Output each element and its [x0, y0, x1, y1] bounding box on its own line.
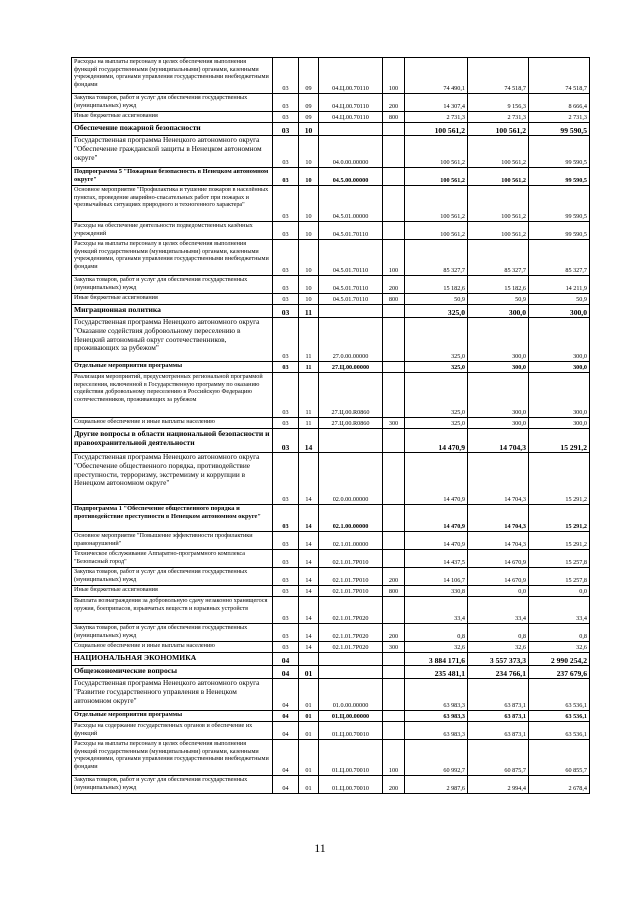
- amount-year-3: 63 536,1: [529, 711, 590, 722]
- subsection-code: 14: [299, 586, 319, 597]
- section-code: 03: [273, 362, 299, 373]
- row-description: Реализация мероприятий, предусмотренных региональной программой переселения, включенной в Государственную программу по оказанию содействия добровольному переселению в Российскую Федерацию соотечественников, проживающих за рубежом: [72, 373, 273, 418]
- expense-type-code: [383, 679, 405, 711]
- target-article-code: 04.Ц.00.70110: [319, 112, 383, 123]
- expense-type-code: 800: [383, 294, 405, 305]
- subsection-code: 10: [299, 222, 319, 240]
- table-row: [72, 666, 590, 679]
- table-row: [72, 222, 590, 240]
- amount-year-1: 100 561,2: [405, 222, 468, 240]
- subsection-code: 14: [299, 453, 319, 505]
- amount-year-3: 8 666,4: [529, 94, 590, 112]
- amount-year-2: 60 875,7: [468, 740, 529, 776]
- subsection-code: 14: [299, 550, 319, 568]
- subsection-code: 14: [299, 642, 319, 653]
- amount-year-2: 85 327,7: [468, 240, 529, 276]
- table-row: [72, 453, 590, 505]
- table-row: [72, 168, 590, 186]
- amount-year-3: 0,8: [529, 624, 590, 642]
- amount-year-3: 63 536,1: [529, 722, 590, 740]
- subsection-code: 11: [299, 362, 319, 373]
- row-description: Закупка товаров, работ и услуг для обеспечения государственных (муниципальных) нужд: [72, 94, 273, 112]
- section-code: 03: [273, 123, 299, 136]
- expense-type-code: 300: [383, 642, 405, 653]
- subsection-code: 01: [299, 776, 319, 794]
- subsection-code: 14: [299, 597, 319, 624]
- subsection-code: [299, 653, 319, 666]
- expense-type-code: [383, 429, 405, 453]
- amount-year-2: 300,0: [468, 362, 529, 373]
- amount-year-2: 32,6: [468, 642, 529, 653]
- amount-year-2: 2 994,4: [468, 776, 529, 794]
- subsection-code: 14: [299, 624, 319, 642]
- subsection-code: 01: [299, 722, 319, 740]
- row-description: Подпрограмма 5 "Пожарная безопасность в Ненецком автономном округе": [72, 168, 273, 186]
- section-code: 03: [273, 276, 299, 294]
- section-code: 03: [273, 186, 299, 222]
- target-article-code: [319, 305, 383, 318]
- target-article-code: 02.1.01.00000: [319, 532, 383, 550]
- section-code: 03: [273, 532, 299, 550]
- amount-year-2: 300,0: [468, 305, 529, 318]
- target-article-code: [319, 123, 383, 136]
- section-code: 03: [273, 168, 299, 186]
- section-code: 03: [273, 373, 299, 418]
- expense-type-code: [383, 666, 405, 679]
- table-row: [72, 550, 590, 568]
- target-article-code: 02.0.00.00000: [319, 453, 383, 505]
- amount-year-2: 100 561,2: [468, 186, 529, 222]
- expense-type-code: [383, 453, 405, 505]
- subsection-code: 09: [299, 94, 319, 112]
- subsection-code: 11: [299, 418, 319, 429]
- section-code: 04: [273, 776, 299, 794]
- expense-type-code: [383, 222, 405, 240]
- row-description: Закупка товаров, работ и услуг для обеспечения государственных (муниципальных) нужд: [72, 276, 273, 294]
- target-article-code: 04.5.01.70110: [319, 240, 383, 276]
- amount-year-3: 2 731,3: [529, 112, 590, 123]
- section-code: 03: [273, 453, 299, 505]
- target-article-code: 02.1.00.00000: [319, 505, 383, 532]
- row-description: Государственная программа Ненецкого автономного округа "Обеспечение гражданской защиты в Ненецком автономном округе": [72, 136, 273, 168]
- section-code: 03: [273, 624, 299, 642]
- section-code: 04: [273, 653, 299, 666]
- amount-year-1: 325,0: [405, 373, 468, 418]
- amount-year-2: 300,0: [468, 318, 529, 362]
- amount-year-1: 325,0: [405, 362, 468, 373]
- target-article-code: 04.Ц.00.70110: [319, 58, 383, 94]
- row-description: Иные бюджетные ассигнования: [72, 294, 273, 305]
- amount-year-3: 300,0: [529, 318, 590, 362]
- amount-year-1: 0,8: [405, 624, 468, 642]
- expense-type-code: 100: [383, 58, 405, 94]
- target-article-code: 04.5.01.70110: [319, 276, 383, 294]
- amount-year-1: 100 561,2: [405, 136, 468, 168]
- target-article-code: 02.1.01.7Р020: [319, 642, 383, 653]
- table-row: [72, 568, 590, 586]
- row-description: Основное мероприятие "Повышение эффективности профилактики правонарушений": [72, 532, 273, 550]
- amount-year-2: 14 670,9: [468, 550, 529, 568]
- section-code: 03: [273, 429, 299, 453]
- amount-year-1: 74 490,1: [405, 58, 468, 94]
- amount-year-2: 15 182,6: [468, 276, 529, 294]
- amount-year-2: 50,9: [468, 294, 529, 305]
- section-code: 03: [273, 505, 299, 532]
- table-row: [72, 429, 590, 453]
- amount-year-1: 2 731,3: [405, 112, 468, 123]
- amount-year-1: 325,0: [405, 318, 468, 362]
- table-row: [72, 597, 590, 624]
- amount-year-2: 300,0: [468, 373, 529, 418]
- target-article-code: 04.5.01.70110: [319, 222, 383, 240]
- page-number: 11: [314, 841, 326, 855]
- section-code: 03: [273, 597, 299, 624]
- target-article-code: 01.Ц.00.00000: [319, 711, 383, 722]
- amount-year-3: 15 257,8: [529, 568, 590, 586]
- target-article-code: 27.Ц.00.R0860: [319, 373, 383, 418]
- amount-year-1: 14 307,4: [405, 94, 468, 112]
- subsection-code: 14: [299, 532, 319, 550]
- amount-year-3: 300,0: [529, 305, 590, 318]
- amount-year-1: 14 437,5: [405, 550, 468, 568]
- amount-year-1: 14 470,9: [405, 505, 468, 532]
- target-article-code: 04.5.01.70110: [319, 294, 383, 305]
- table-row: [72, 94, 590, 112]
- expense-type-code: 200: [383, 624, 405, 642]
- row-description: Расходы на обеспечение деятельности подведомственных казённых учреждений: [72, 222, 273, 240]
- amount-year-1: 33,4: [405, 597, 468, 624]
- section-code: 04: [273, 711, 299, 722]
- amount-year-1: 100 561,2: [405, 186, 468, 222]
- expense-type-code: [383, 373, 405, 418]
- amount-year-2: 14 704,3: [468, 429, 529, 453]
- amount-year-3: 99 590,5: [529, 136, 590, 168]
- expense-type-code: [383, 168, 405, 186]
- row-description: Государственная программа Ненецкого автономного округа "Оказание содействия добровольному переселению в Ненецкий автономный округ соотечественников, проживающих за рубежом": [72, 318, 273, 362]
- table-row: [72, 318, 590, 362]
- expense-type-code: [383, 550, 405, 568]
- row-description: Техническое обслуживание Аппаратно-программного комплекса "Безопасный город": [72, 550, 273, 568]
- amount-year-1: 63 983,3: [405, 711, 468, 722]
- row-description: Закупка товаров, работ и услуг для обеспечения государственных (муниципальных) нужд: [72, 568, 273, 586]
- row-description: Закупка товаров, работ и услуг для обеспечения государственных (муниципальных) нужд: [72, 624, 273, 642]
- table-row: [72, 505, 590, 532]
- amount-year-1: 100 561,2: [405, 123, 468, 136]
- row-description: Отдельные мероприятия программы: [72, 362, 273, 373]
- amount-year-2: 100 561,2: [468, 136, 529, 168]
- amount-year-1: 2 987,6: [405, 776, 468, 794]
- amount-year-3: 15 291,2: [529, 532, 590, 550]
- amount-year-1: 15 182,6: [405, 276, 468, 294]
- amount-year-2: 0,0: [468, 586, 529, 597]
- row-description: Расходы на выплаты персоналу в целях обеспечения выполнения функций государственными (муниципальными) органами, казенными учреждениями, органами управления государственными внебюджетными фондами: [72, 740, 273, 776]
- amount-year-1: 14 106,7: [405, 568, 468, 586]
- table-row: [72, 653, 590, 666]
- amount-year-1: 14 470,9: [405, 453, 468, 505]
- row-description: Социальное обеспечение и иные выплаты населению: [72, 642, 273, 653]
- subsection-code: 14: [299, 568, 319, 586]
- table-row: [72, 740, 590, 776]
- amount-year-2: 234 766,1: [468, 666, 529, 679]
- table-row: [72, 586, 590, 597]
- section-code: 03: [273, 222, 299, 240]
- amount-year-3: 0,0: [529, 586, 590, 597]
- amount-year-3: 99 590,5: [529, 186, 590, 222]
- section-code: 04: [273, 740, 299, 776]
- table-row: [72, 305, 590, 318]
- expense-type-code: [383, 362, 405, 373]
- subsection-code: 10: [299, 294, 319, 305]
- amount-year-3: 2 990 254,2: [529, 653, 590, 666]
- row-description: Социальное обеспечение и иные выплаты населению: [72, 418, 273, 429]
- table-row: [72, 624, 590, 642]
- target-article-code: 04.5.01.00000: [319, 186, 383, 222]
- amount-year-3: 15 257,8: [529, 550, 590, 568]
- target-article-code: [319, 429, 383, 453]
- subsection-code: 09: [299, 112, 319, 123]
- expense-type-code: 100: [383, 240, 405, 276]
- row-description: Отдельные мероприятия программы: [72, 711, 273, 722]
- amount-year-3: 33,4: [529, 597, 590, 624]
- row-description: Государственная программа Ненецкого автономного округа "Развитие государственного управления в Ненецком автономном округе": [72, 679, 273, 711]
- subsection-code: 11: [299, 305, 319, 318]
- section-code: 03: [273, 136, 299, 168]
- amount-year-1: 325,0: [405, 418, 468, 429]
- table-row: [72, 532, 590, 550]
- row-description: Расходы на содержание государственных органов и обеспечение их функций: [72, 722, 273, 740]
- amount-year-3: 14 211,9: [529, 276, 590, 294]
- amount-year-1: 63 983,3: [405, 679, 468, 711]
- amount-year-2: 100 561,2: [468, 222, 529, 240]
- amount-year-2: 14 704,3: [468, 505, 529, 532]
- amount-year-1: 63 983,3: [405, 722, 468, 740]
- subsection-code: 10: [299, 240, 319, 276]
- section-code: 04: [273, 722, 299, 740]
- amount-year-1: 330,8: [405, 586, 468, 597]
- subsection-code: 10: [299, 123, 319, 136]
- amount-year-3: 32,6: [529, 642, 590, 653]
- subsection-code: 09: [299, 58, 319, 94]
- expense-type-code: 200: [383, 94, 405, 112]
- section-code: 03: [273, 305, 299, 318]
- amount-year-3: 15 291,2: [529, 505, 590, 532]
- amount-year-2: 300,0: [468, 418, 529, 429]
- amount-year-3: 15 291,2: [529, 429, 590, 453]
- expense-type-code: 800: [383, 112, 405, 123]
- expense-type-code: 200: [383, 276, 405, 294]
- amount-year-1: 14 470,9: [405, 532, 468, 550]
- row-description: Выплата вознаграждения за добровольную сдачу незаконно хранящегося оружия, боеприпасов, взрывчатых веществ и взрывных устройств: [72, 597, 273, 624]
- amount-year-1: 3 884 171,6: [405, 653, 468, 666]
- subsection-code: 01: [299, 679, 319, 711]
- amount-year-3: 99 590,5: [529, 222, 590, 240]
- section-code: 03: [273, 642, 299, 653]
- subsection-code: 11: [299, 373, 319, 418]
- target-article-code: [319, 666, 383, 679]
- row-description: Основное мероприятие "Профилактика и тушение пожаров в населённых пунктах, проведение аварийно-спасательных работ при пожарах и чрезвычайных ситуациях природного и техногенного характера": [72, 186, 273, 222]
- section-code: 03: [273, 586, 299, 597]
- target-article-code: 04.0.00.00000: [319, 136, 383, 168]
- amount-year-2: 63 873,1: [468, 722, 529, 740]
- table-row: [72, 711, 590, 722]
- row-description: Расходы на выплаты персоналу в целях обеспечения выполнения функций государственными (муниципальными) органами, казенными учреждениями, органами управления государственными внебюджетными фондами: [72, 58, 273, 94]
- amount-year-1: 32,6: [405, 642, 468, 653]
- amount-year-1: 235 481,1: [405, 666, 468, 679]
- subsection-code: 10: [299, 276, 319, 294]
- expense-type-code: [383, 318, 405, 362]
- row-description: Иные бюджетные ассигнования: [72, 112, 273, 123]
- expense-type-code: 100: [383, 740, 405, 776]
- table-row: [72, 240, 590, 276]
- table-row: [72, 58, 590, 94]
- amount-year-1: 325,0: [405, 305, 468, 318]
- subsection-code: 10: [299, 186, 319, 222]
- subsection-code: 11: [299, 318, 319, 362]
- table-row: [72, 362, 590, 373]
- amount-year-2: 63 873,1: [468, 711, 529, 722]
- section-code: 03: [273, 418, 299, 429]
- amount-year-3: 74 518,7: [529, 58, 590, 94]
- target-article-code: 02.1.01.7Р020: [319, 624, 383, 642]
- amount-year-2: 100 561,2: [468, 168, 529, 186]
- amount-year-2: 33,4: [468, 597, 529, 624]
- amount-year-3: 50,9: [529, 294, 590, 305]
- section-code: 03: [273, 112, 299, 123]
- row-description: НАЦИОНАЛЬНАЯ ЭКОНОМИКА: [72, 653, 273, 666]
- expense-type-code: [383, 505, 405, 532]
- row-description: Государственная программа Ненецкого автономного округа "Обеспечение общественного порядка, противодействие преступности, терроризму, экстремизму и коррупции в Ненецком автономном округе": [72, 453, 273, 505]
- amount-year-3: 60 855,7: [529, 740, 590, 776]
- table-row: [72, 679, 590, 711]
- target-article-code: 27.Ц.00.00000: [319, 362, 383, 373]
- target-article-code: 01.Ц.00.70010: [319, 740, 383, 776]
- amount-year-3: 85 327,7: [529, 240, 590, 276]
- amount-year-3: 15 291,2: [529, 453, 590, 505]
- amount-year-2: 3 557 373,3: [468, 653, 529, 666]
- expense-type-code: [383, 186, 405, 222]
- subsection-code: 14: [299, 429, 319, 453]
- expense-type-code: 300: [383, 418, 405, 429]
- row-description: Обеспечение пожарной безопасности: [72, 123, 273, 136]
- section-code: 03: [273, 568, 299, 586]
- section-code: 03: [273, 94, 299, 112]
- expense-type-code: 800: [383, 586, 405, 597]
- amount-year-2: 14 704,3: [468, 532, 529, 550]
- target-article-code: 27.0.00.00000: [319, 318, 383, 362]
- target-article-code: 01.Ц.00.70010: [319, 776, 383, 794]
- expense-type-code: [383, 711, 405, 722]
- table-row: [72, 373, 590, 418]
- target-article-code: [319, 653, 383, 666]
- target-article-code: 01.Ц.00.70010: [319, 722, 383, 740]
- amount-year-2: 74 518,7: [468, 58, 529, 94]
- amount-year-3: 99 590,5: [529, 123, 590, 136]
- amount-year-1: 85 327,7: [405, 240, 468, 276]
- row-description: Общеэкономические вопросы: [72, 666, 273, 679]
- amount-year-3: 63 536,1: [529, 679, 590, 711]
- amount-year-2: 14 704,3: [468, 453, 529, 505]
- subsection-code: 10: [299, 136, 319, 168]
- section-code: 03: [273, 550, 299, 568]
- amount-year-2: 9 156,3: [468, 94, 529, 112]
- expense-type-code: [383, 597, 405, 624]
- section-code: 03: [273, 294, 299, 305]
- section-code: 04: [273, 666, 299, 679]
- expense-type-code: [383, 123, 405, 136]
- amount-year-1: 50,9: [405, 294, 468, 305]
- section-code: 04: [273, 679, 299, 711]
- target-article-code: 04.5.00.00000: [319, 168, 383, 186]
- row-description: Миграционная политика: [72, 305, 273, 318]
- table-row: [72, 294, 590, 305]
- target-article-code: 02.1.01.7Р010: [319, 550, 383, 568]
- amount-year-2: 63 873,1: [468, 679, 529, 711]
- table-row: [72, 112, 590, 123]
- amount-year-2: 14 670,9: [468, 568, 529, 586]
- amount-year-3: 300,0: [529, 362, 590, 373]
- table-row: [72, 722, 590, 740]
- target-article-code: 02.1.01.7Р010: [319, 586, 383, 597]
- amount-year-2: 2 731,3: [468, 112, 529, 123]
- subsection-code: 01: [299, 666, 319, 679]
- subsection-code: 14: [299, 505, 319, 532]
- amount-year-3: 300,0: [529, 373, 590, 418]
- expense-type-code: 200: [383, 776, 405, 794]
- table-row: [72, 276, 590, 294]
- amount-year-2: 0,8: [468, 624, 529, 642]
- row-description: Подпрограмма 1 "Обеспечение общественного порядка и противодействие преступности в Ненецком автономном округе": [72, 505, 273, 532]
- section-code: 03: [273, 318, 299, 362]
- row-description: Другие вопросы в области национальной безопасности и правоохранительной деятельности: [72, 429, 273, 453]
- amount-year-3: 300,0: [529, 418, 590, 429]
- target-article-code: 04.Ц.00.70110: [319, 94, 383, 112]
- row-description: Иные бюджетные ассигнования: [72, 586, 273, 597]
- amount-year-3: 2 678,4: [529, 776, 590, 794]
- expense-type-code: [383, 653, 405, 666]
- amount-year-1: 14 470,9: [405, 429, 468, 453]
- budget-table: [71, 57, 590, 794]
- table-row: [72, 123, 590, 136]
- amount-year-2: 100 561,2: [468, 123, 529, 136]
- amount-year-1: 60 992,7: [405, 740, 468, 776]
- table-row: [72, 418, 590, 429]
- section-code: 03: [273, 240, 299, 276]
- section-code: 03: [273, 58, 299, 94]
- target-article-code: 01.0.00.00000: [319, 679, 383, 711]
- subsection-code: 01: [299, 711, 319, 722]
- table-row: [72, 136, 590, 168]
- subsection-code: 10: [299, 168, 319, 186]
- expense-type-code: [383, 305, 405, 318]
- expense-type-code: 200: [383, 568, 405, 586]
- amount-year-3: 237 679,6: [529, 666, 590, 679]
- subsection-code: 01: [299, 740, 319, 776]
- table-row: [72, 186, 590, 222]
- amount-year-3: 99 590,5: [529, 168, 590, 186]
- row-description: Расходы на выплаты персоналу в целях обеспечения выполнения функций государственными (муниципальными) органами, казенными учреждениями, органами управления государственными внебюджетными фондами: [72, 240, 273, 276]
- expense-type-code: [383, 136, 405, 168]
- target-article-code: 02.1.01.7Р020: [319, 597, 383, 624]
- table-row: [72, 776, 590, 794]
- expense-type-code: [383, 722, 405, 740]
- table-row: [72, 642, 590, 653]
- target-article-code: 27.Ц.00.R0860: [319, 418, 383, 429]
- row-description: Закупка товаров, работ и услуг для обеспечения государственных (муниципальных) нужд: [72, 776, 273, 794]
- expense-type-code: [383, 532, 405, 550]
- amount-year-1: 100 561,2: [405, 168, 468, 186]
- target-article-code: 02.1.01.7Р010: [319, 568, 383, 586]
